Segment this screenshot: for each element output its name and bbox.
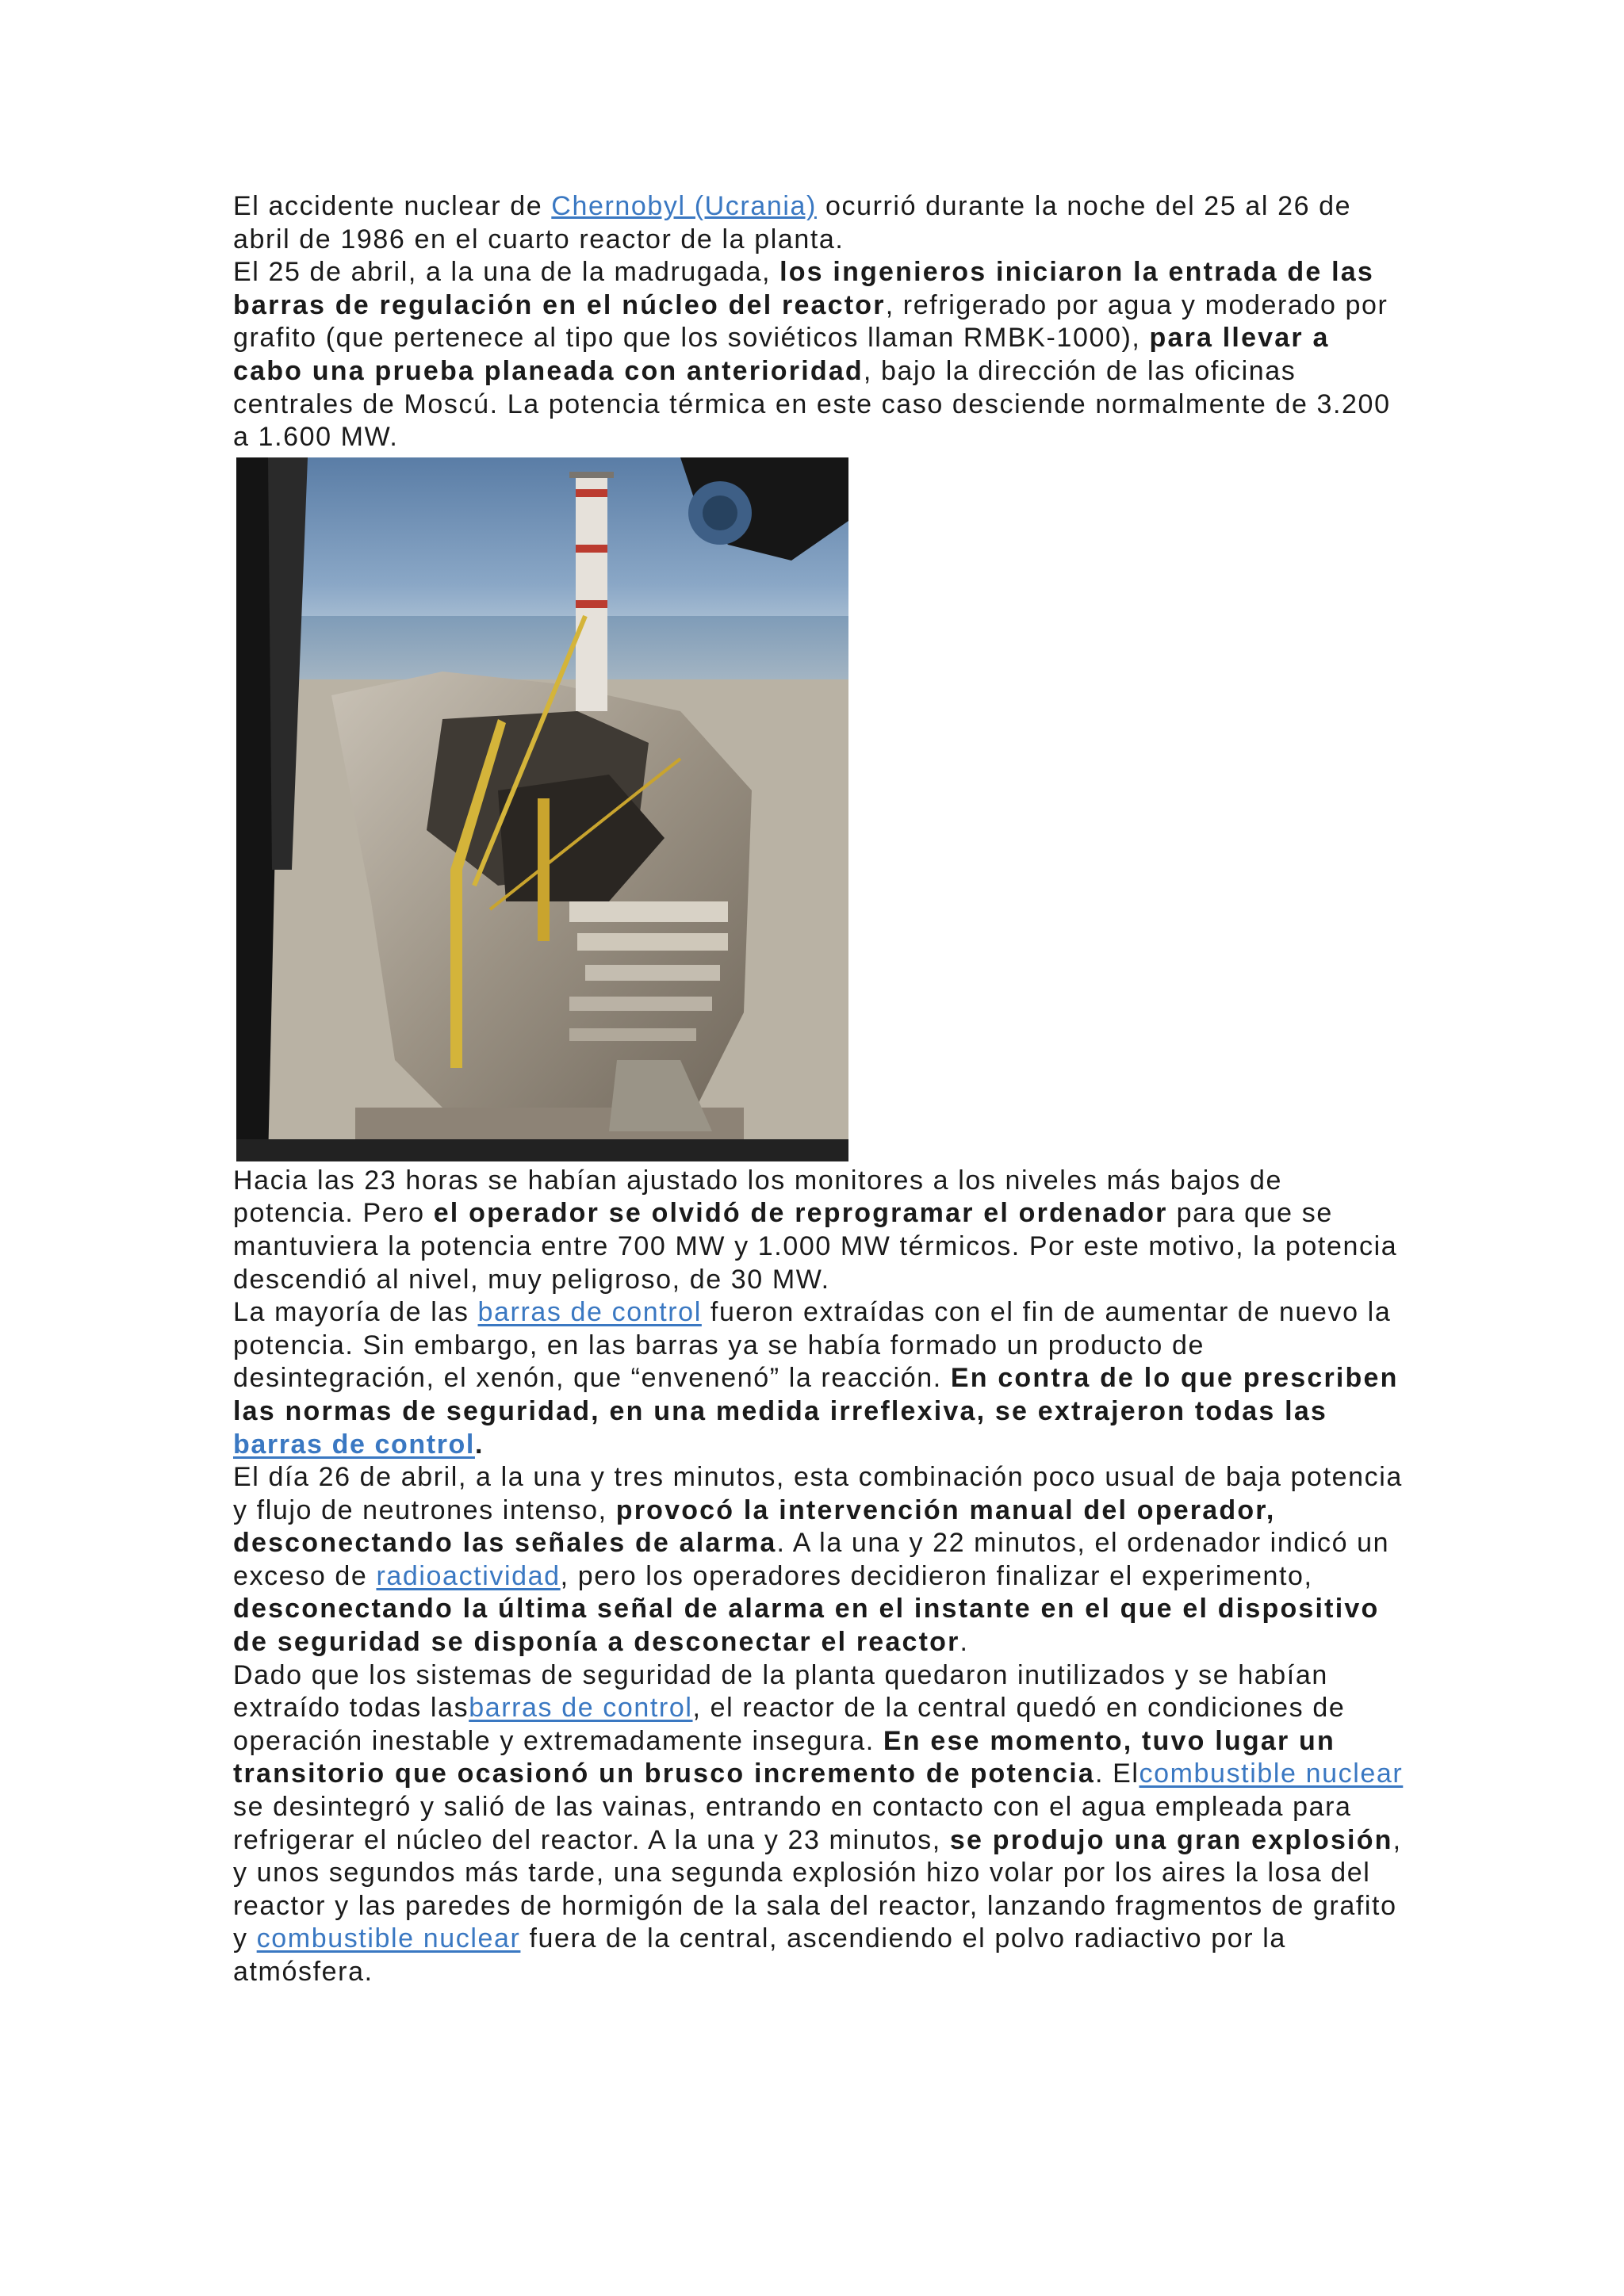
paragraph: [233, 190, 1407, 256]
bold-text: se produjo una gran explosión: [949, 1824, 1393, 1855]
bold-text: desconectando la última señal de alarma en el instante en el que el dispositivo de seguridad se disponía a desconectar el reactor: [233, 1594, 1380, 1658]
body-text: Hacia las 23 horas se habían ajustado los monitores a los niveles más bajos de potencia. Pero: [233, 1165, 1283, 1229]
inline-link[interactable]: barras de control: [477, 1297, 702, 1328]
body-text: El día 26 de abril, a la una y tres minutos, esta combinación poco usual de baja potencia y flujo de neutrones intenso,: [233, 1462, 1403, 1525]
body-text: , el reactor de la central quedó en condiciones de operación inestable y extremadamente insegura.: [233, 1693, 1346, 1756]
bold-text: provocó la intervención manual del operador, desconectando las señales de alarma: [233, 1494, 1276, 1559]
body-text: , y unos segundos más tarde, una segunda explosión hizo volar por los aires la losa del reactor y las paredes de hormigón de la sala del reactor, lanzando fragmentos de grafito y: [233, 1824, 1402, 1954]
document-body: [233, 190, 1407, 1989]
inline-link[interactable]: combustible nuclear: [1139, 1758, 1404, 1789]
inline-link[interactable]: combustible nuclear: [256, 1923, 521, 1954]
body-text: ocurrió durante la noche del 25 al 26 de abril de 1986 en el cuarto reactor de la planta.: [233, 191, 1352, 254]
paragraph: [233, 1165, 1407, 1296]
inline-link[interactable]: Chernobyl (Ucrania): [551, 191, 817, 221]
paragraph: [233, 1659, 1407, 1989]
inline-link[interactable]: barras de control: [233, 1429, 475, 1460]
body-text: , bajo la dirección de las oficinas centrales de Moscú. La potencia térmica en este caso desciende normalmente de 3.200 a 1.600 MW.: [233, 355, 1391, 453]
body-text: El accidente nuclear de: [233, 191, 552, 221]
inline-link[interactable]: radioactividad: [376, 1560, 561, 1591]
body-text: , refrigerado por agua y moderado por grafito (que pertenece al tipo que los soviéticos llaman RMBK-1000),: [233, 289, 1388, 354]
body-text: se desintegró y salió de las vainas, entrando en contacto con el agua empleada para refrigerar el núcleo del reactor. A la una y 23 minutos,: [233, 1792, 1352, 1855]
bold-text: el operador se olvidó de reprogramar el ordenador: [433, 1198, 1168, 1229]
body-text: El 25 de abril, a la una de la madrugada,: [233, 257, 780, 288]
paragraph: [233, 1461, 1407, 1659]
body-text: . El: [1094, 1758, 1139, 1789]
body-text: para que se mantuviera la potencia entre 700 MW y 1.000 MW térmicos. Por este motivo, la potencia descendió al nivel, muy peligroso, de 30 MW.: [233, 1198, 1398, 1295]
body-text: .: [959, 1627, 969, 1658]
body-text: Dado que los sistemas de seguridad de la planta quedaron inutilizados y se habían extraído todas las: [233, 1659, 1328, 1724]
body-text: La mayoría de las: [233, 1297, 478, 1328]
bold-text: para llevar a cabo una prueba planeada con anterioridad: [233, 323, 1330, 386]
body-text: , pero los operadores decidieron finalizar el experimento,: [560, 1560, 1313, 1591]
chernobyl-photo: [236, 457, 848, 1161]
body-text: fuera de la central, ascendiendo el polvo radiactivo por la atmósfera.: [233, 1923, 1286, 1987]
paragraph: [233, 256, 1407, 454]
bold-text: los ingenieros iniciaron la entrada de las barras de regulación en el núcleo del reactor: [233, 257, 1375, 320]
inline-link[interactable]: barras de control: [469, 1693, 693, 1724]
body-text: fueron extraídas con el fin de aumentar de nuevo la potencia. Sin embargo, en las barras ya se había formado un producto de desintegración, el xenón, que “envenenó” la reacción.: [233, 1297, 1392, 1394]
bold-text: En contra de lo que prescriben las normas de seguridad, en una medida irreflexiva, se extrajeron todas las: [233, 1363, 1399, 1426]
bold-text: .: [474, 1429, 485, 1460]
body-text: . A la una y 22 minutos, el ordenador indicó un exceso de: [233, 1528, 1390, 1591]
paragraph: [233, 1296, 1407, 1461]
bold-text: En ese momento, tuvo lugar un transitorio que ocasionó un brusco incremento de potencia: [233, 1725, 1335, 1789]
